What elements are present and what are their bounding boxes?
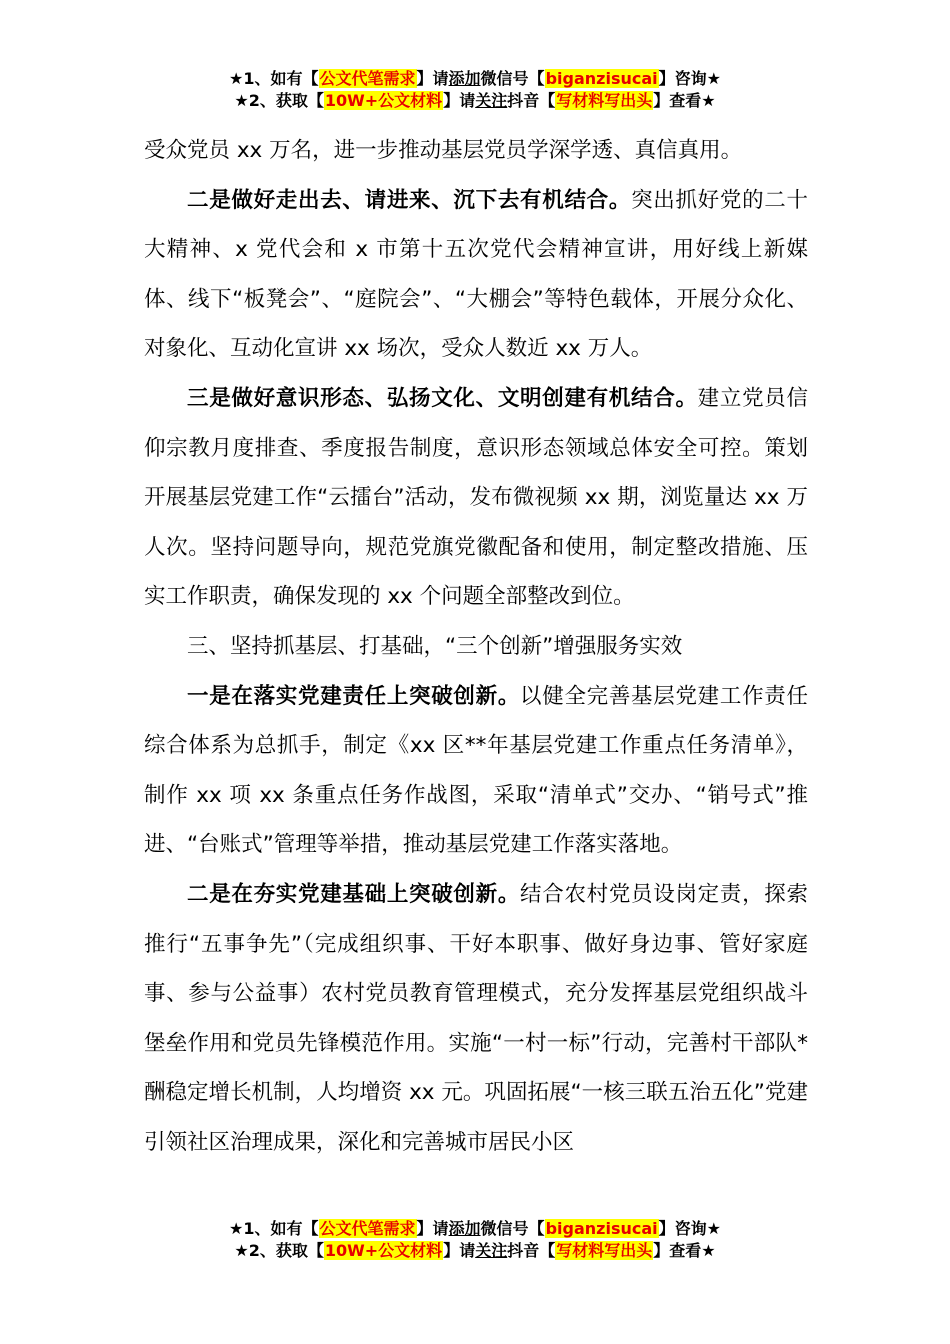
banner-line-1: ★1、如有【公文代笔需求】请添加微信号【biganzisucai】咨询★	[229, 1219, 721, 1238]
highlight-wechat-id: biganzisucai	[545, 69, 658, 88]
banner-line-2: ★2、获取【10W+公文材料】请关注抖音【写材料写出头】查看★	[234, 1241, 716, 1260]
highlight-douyin: 写材料写出头	[556, 1241, 653, 1260]
banner-line-1: ★1、如有【公文代笔需求】请添加微信号【biganzisucai】咨询★	[229, 69, 721, 88]
highlight-materials: 10W+公文材料	[324, 1241, 443, 1260]
bottom-banner	[0, 1218, 950, 1262]
paragraph: 二是在夯实党建基础上突破创新。结合农村党员设岗定责，探索推行“五事争先”（完成组织事、干好本职事、做好身边事、管好家庭事、参与公益事）农村党员教育管理模式，充分发挥基层党组织战斗堡垒作用和党员先锋模范作用。实施“一村一标”行动，完善村干部队*酬稳定增长机制，人均增资 xx 元。巩固拓展“一核三联五治五化”党建引领社区治理成果，深化和完善城市居民小区	[144, 881, 808, 1155]
highlight-materials: 10W+公文材料	[324, 91, 443, 110]
document-body	[144, 126, 808, 1167]
banner-line-2: ★2、获取【10W+公文材料】请关注抖音【写材料写出头】查看★	[234, 91, 716, 110]
highlight-douyin: 写材料写出头	[556, 91, 653, 110]
paragraph: 三是做好意识形态、弘扬文化、文明创建有机结合。建立党员信仰宗教月度排查、季度报告制度，意识形态领域总体安全可控。策划开展基层党建工作“云擂台”活动，发布微视频 xx 期，浏览量达 xx 万人次。坚持问题导向，规范党旗党徽配备和使用，制定整改措施、压实工作职责，确保发现的 xx 个问题全部整改到位。	[144, 385, 808, 610]
highlight-service: 公文代笔需求	[319, 69, 416, 88]
highlight-service: 公文代笔需求	[319, 1219, 416, 1238]
paragraph: 受众党员 xx 万名，进一步推动基层党员学深学透、真信真用。	[144, 138, 743, 163]
paragraph: 一是在落实党建责任上突破创新。以健全完善基层党建工作责任综合体系为总抓手，制定《xx 区**年基层党建工作重点任务清单》，制作 xx 项 xx 条重点任务作战图，采取“清单式”交办、“销号式”推进、“台账式”管理等举措，推动基层党建工作落实落地。	[144, 683, 808, 858]
paragraph: 二是做好走出去、请进来、沉下去有机结合。突出抓好党的二十大精神、x 党代会和 x 市第十五次党代会精神宣讲，用好线上新媒体、线下“板凳会”、“庭院会”、“大棚会”等特色载体，开展分众化、对象化、互动化宣讲 xx 场次，受众人数近 xx 万人。	[144, 187, 808, 362]
section-heading: 三、坚持抓基层、打基础，“三个创新”增强服务实效	[187, 633, 683, 659]
top-banner	[0, 68, 950, 112]
highlight-wechat-id: biganzisucai	[545, 1219, 658, 1238]
